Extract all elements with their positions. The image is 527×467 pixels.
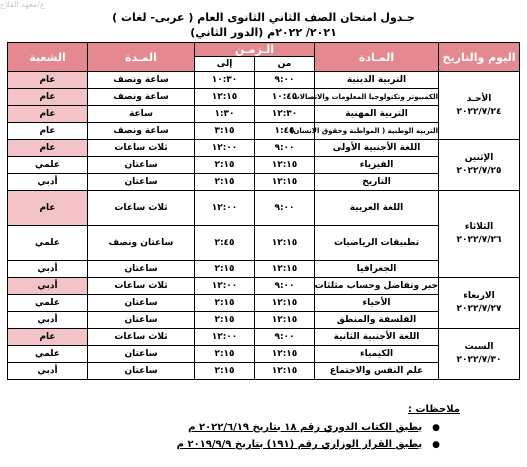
from-time-cell: ١٢:١٥ bbox=[255, 295, 315, 312]
duration-cell: ساعتان bbox=[88, 295, 195, 312]
to-time-cell: ٢:١٥ bbox=[195, 157, 255, 174]
subject-cell: جبر وتفاضل وحساب مثلثات bbox=[315, 278, 439, 295]
subject-cell: الفيزياء bbox=[315, 157, 439, 174]
note-item bbox=[177, 439, 440, 450]
from-time-cell: ٩:٠٠ bbox=[255, 191, 315, 226]
table-row bbox=[8, 329, 520, 346]
from-time-cell: ١٢:٣٠ bbox=[255, 106, 315, 123]
division-cell: أدبي bbox=[8, 363, 88, 380]
page-subtitle: (الدور الثاني) ٢٠٢١/ ٢٠٢٢م bbox=[190, 26, 337, 39]
to-time-cell: ٢:١٥ bbox=[195, 174, 255, 191]
division-cell: أدبي bbox=[8, 174, 88, 191]
subject-cell: اللغة الأجنبية الثانية bbox=[315, 329, 439, 346]
table-row bbox=[8, 72, 520, 89]
day-cell bbox=[439, 72, 520, 140]
duration-cell: ساعة bbox=[88, 106, 195, 123]
duration-cell: ساعتان bbox=[88, 174, 195, 191]
day-name: الإثنين bbox=[464, 153, 494, 163]
from-time-cell: ١٢:١٥ bbox=[255, 346, 315, 363]
division-cell: علمي bbox=[8, 226, 88, 261]
day-cell bbox=[439, 278, 520, 329]
subject-cell: الأحياء bbox=[315, 295, 439, 312]
header-to: إلى bbox=[195, 57, 255, 72]
notes-title: ملاحظات : bbox=[407, 404, 460, 415]
subject-cell: التربية المهنية bbox=[315, 106, 439, 123]
to-time-cell: ١٠:٣٠ bbox=[195, 72, 255, 89]
note-text: يطبق القرار الوزاري رقم (١٩١) بتاريخ ٢٠١٩/٩/٩ م bbox=[176, 439, 423, 450]
subject-cell: اللغة العربية bbox=[315, 191, 439, 226]
day-date: ٢٠٢٢/٧/٢٥ bbox=[456, 166, 502, 176]
table-row bbox=[8, 191, 520, 226]
subject-cell: علم النفس والاجتماع bbox=[315, 363, 439, 380]
table-row bbox=[8, 278, 520, 295]
to-time-cell: ١٢:٠٠ bbox=[195, 329, 255, 346]
to-time-cell: ١٢:٠٠ bbox=[195, 140, 255, 157]
day-cell bbox=[439, 329, 520, 380]
from-time-cell: ١٢:١٥ bbox=[255, 312, 315, 329]
from-time-cell: ٩:٠٠ bbox=[255, 72, 315, 89]
duration-cell: ساعة ونصف bbox=[88, 72, 195, 89]
from-time-cell: ١٢:١٥ bbox=[255, 157, 315, 174]
duration-cell: ساعتان bbox=[88, 363, 195, 380]
header-day: اليوم والتاريخ bbox=[439, 43, 520, 72]
day-name: الثلاثاء bbox=[464, 222, 494, 232]
from-time-cell: ١٢:١٥ bbox=[255, 174, 315, 191]
to-time-cell: ٢:٤٥ bbox=[195, 226, 255, 261]
day-cell bbox=[439, 191, 520, 278]
bullet-icon: ● bbox=[432, 440, 440, 450]
subject-cell: الجغرافيا bbox=[315, 261, 439, 278]
to-time-cell: ٢:١٥ bbox=[195, 295, 255, 312]
header-duration: المـدة bbox=[88, 43, 195, 72]
division-cell: عام bbox=[8, 106, 88, 123]
division-cell: عام bbox=[8, 123, 88, 140]
schedule-body bbox=[8, 72, 520, 380]
from-time-cell: ١٢:١٥ bbox=[255, 363, 315, 380]
to-time-cell: ١٢:٠٠ bbox=[195, 278, 255, 295]
from-time-cell: ١:٤٥ bbox=[255, 123, 315, 140]
division-cell: أدبي bbox=[8, 312, 88, 329]
table-row bbox=[8, 140, 520, 157]
note-text: يطبق الكتاب الدوري رقم ١٨ بتاريخ ٢٠٢٢/٦/١٩ م bbox=[188, 422, 423, 433]
subject-cell: التربية الدينية bbox=[315, 72, 439, 89]
division-cell: علمي bbox=[8, 346, 88, 363]
to-time-cell: ٣:١٥ bbox=[195, 123, 255, 140]
duration-cell: ثلاث ساعات bbox=[88, 278, 195, 295]
division-cell: عام bbox=[8, 140, 88, 157]
subject-cell: الكمبيوتر وتكنولوجيا المعلومات والاتصالات bbox=[315, 89, 439, 106]
day-cell bbox=[439, 140, 520, 191]
from-time-cell: ٩:٠٠ bbox=[255, 278, 315, 295]
division-cell: عام bbox=[8, 191, 88, 226]
duration-cell: ثلاث ساعات bbox=[88, 191, 195, 226]
from-time-cell: ١٢:١٥ bbox=[255, 226, 315, 261]
day-name: السبت bbox=[464, 342, 494, 352]
division-cell: عام bbox=[8, 89, 88, 106]
header-subject: المـادة bbox=[315, 43, 439, 72]
from-time-cell: ٩:٠٠ bbox=[255, 140, 315, 157]
to-time-cell: ٢:١٥ bbox=[195, 363, 255, 380]
division-cell: أدبي bbox=[8, 278, 88, 295]
header-time: الـزمـن bbox=[195, 43, 315, 57]
to-time-cell: ٢:١٥ bbox=[195, 261, 255, 278]
day-date: ٢٠٢٢/٧/٢٤ bbox=[456, 106, 502, 117]
to-time-cell: ٢:١٥ bbox=[195, 346, 255, 363]
duration-cell: ساعة ونصف bbox=[88, 123, 195, 140]
note-item bbox=[188, 422, 440, 433]
to-time-cell: ١٢:١٥ bbox=[195, 89, 255, 106]
to-time-cell: ١٢:٠٠ bbox=[195, 191, 255, 226]
division-cell: عام bbox=[8, 329, 88, 346]
watermark-text: ع/معهد الفلاح bbox=[0, 0, 45, 9]
day-date: ٢٠٢٢/٧/٢٦ bbox=[456, 235, 502, 245]
page-title: جـدول امتحان الصف الثاني الثانوى العام ( عربى- لغات ) bbox=[112, 11, 415, 24]
subject-cell: الكيمياء bbox=[315, 346, 439, 363]
division-cell: علمي bbox=[8, 295, 88, 312]
duration-cell: ساعتان bbox=[88, 261, 195, 278]
to-time-cell: ١:٣٠ bbox=[195, 106, 255, 123]
day-date: ٢٠٢٢/٧/٣٠ bbox=[456, 355, 502, 365]
division-cell: علمي bbox=[8, 157, 88, 174]
duration-cell: ساعتان ونصف bbox=[88, 226, 195, 261]
header-from: من bbox=[255, 57, 315, 72]
duration-cell: ثلاث ساعات bbox=[88, 329, 195, 346]
duration-cell: ثلاث ساعات bbox=[88, 140, 195, 157]
from-time-cell: ٩:٠٠ bbox=[255, 329, 315, 346]
division-cell: أدبي bbox=[8, 261, 88, 278]
bullet-icon: ● bbox=[432, 423, 440, 433]
duration-cell: ساعتان bbox=[88, 157, 195, 174]
day-name: الأحـد bbox=[466, 93, 492, 104]
day-date: ٢٠٢٢/٧/٢٧ bbox=[456, 304, 502, 314]
duration-cell: ساعتان bbox=[88, 346, 195, 363]
day-name: الاربعاء bbox=[463, 291, 495, 301]
subject-cell: التاريخ bbox=[315, 174, 439, 191]
from-time-cell: ١٠:٤٥ bbox=[255, 89, 315, 106]
to-time-cell: ٢:١٥ bbox=[195, 312, 255, 329]
division-cell: عام bbox=[8, 72, 88, 89]
subject-cell: تطبيقات الرياضيات bbox=[315, 226, 439, 261]
from-time-cell: ١٢:١٥ bbox=[255, 261, 315, 278]
subject-cell: التربية الوطنية ( المواطنة وحقوق الانسان) bbox=[315, 123, 439, 140]
subject-cell: الفلسفة والمنطق bbox=[315, 312, 439, 329]
header-division: الشعبة bbox=[8, 43, 88, 72]
exam-schedule-table bbox=[7, 42, 520, 380]
duration-cell: ساعة ونصف bbox=[88, 89, 195, 106]
subject-cell: اللغة الأجنبية الأولى bbox=[315, 140, 439, 157]
duration-cell: ساعتان bbox=[88, 312, 195, 329]
